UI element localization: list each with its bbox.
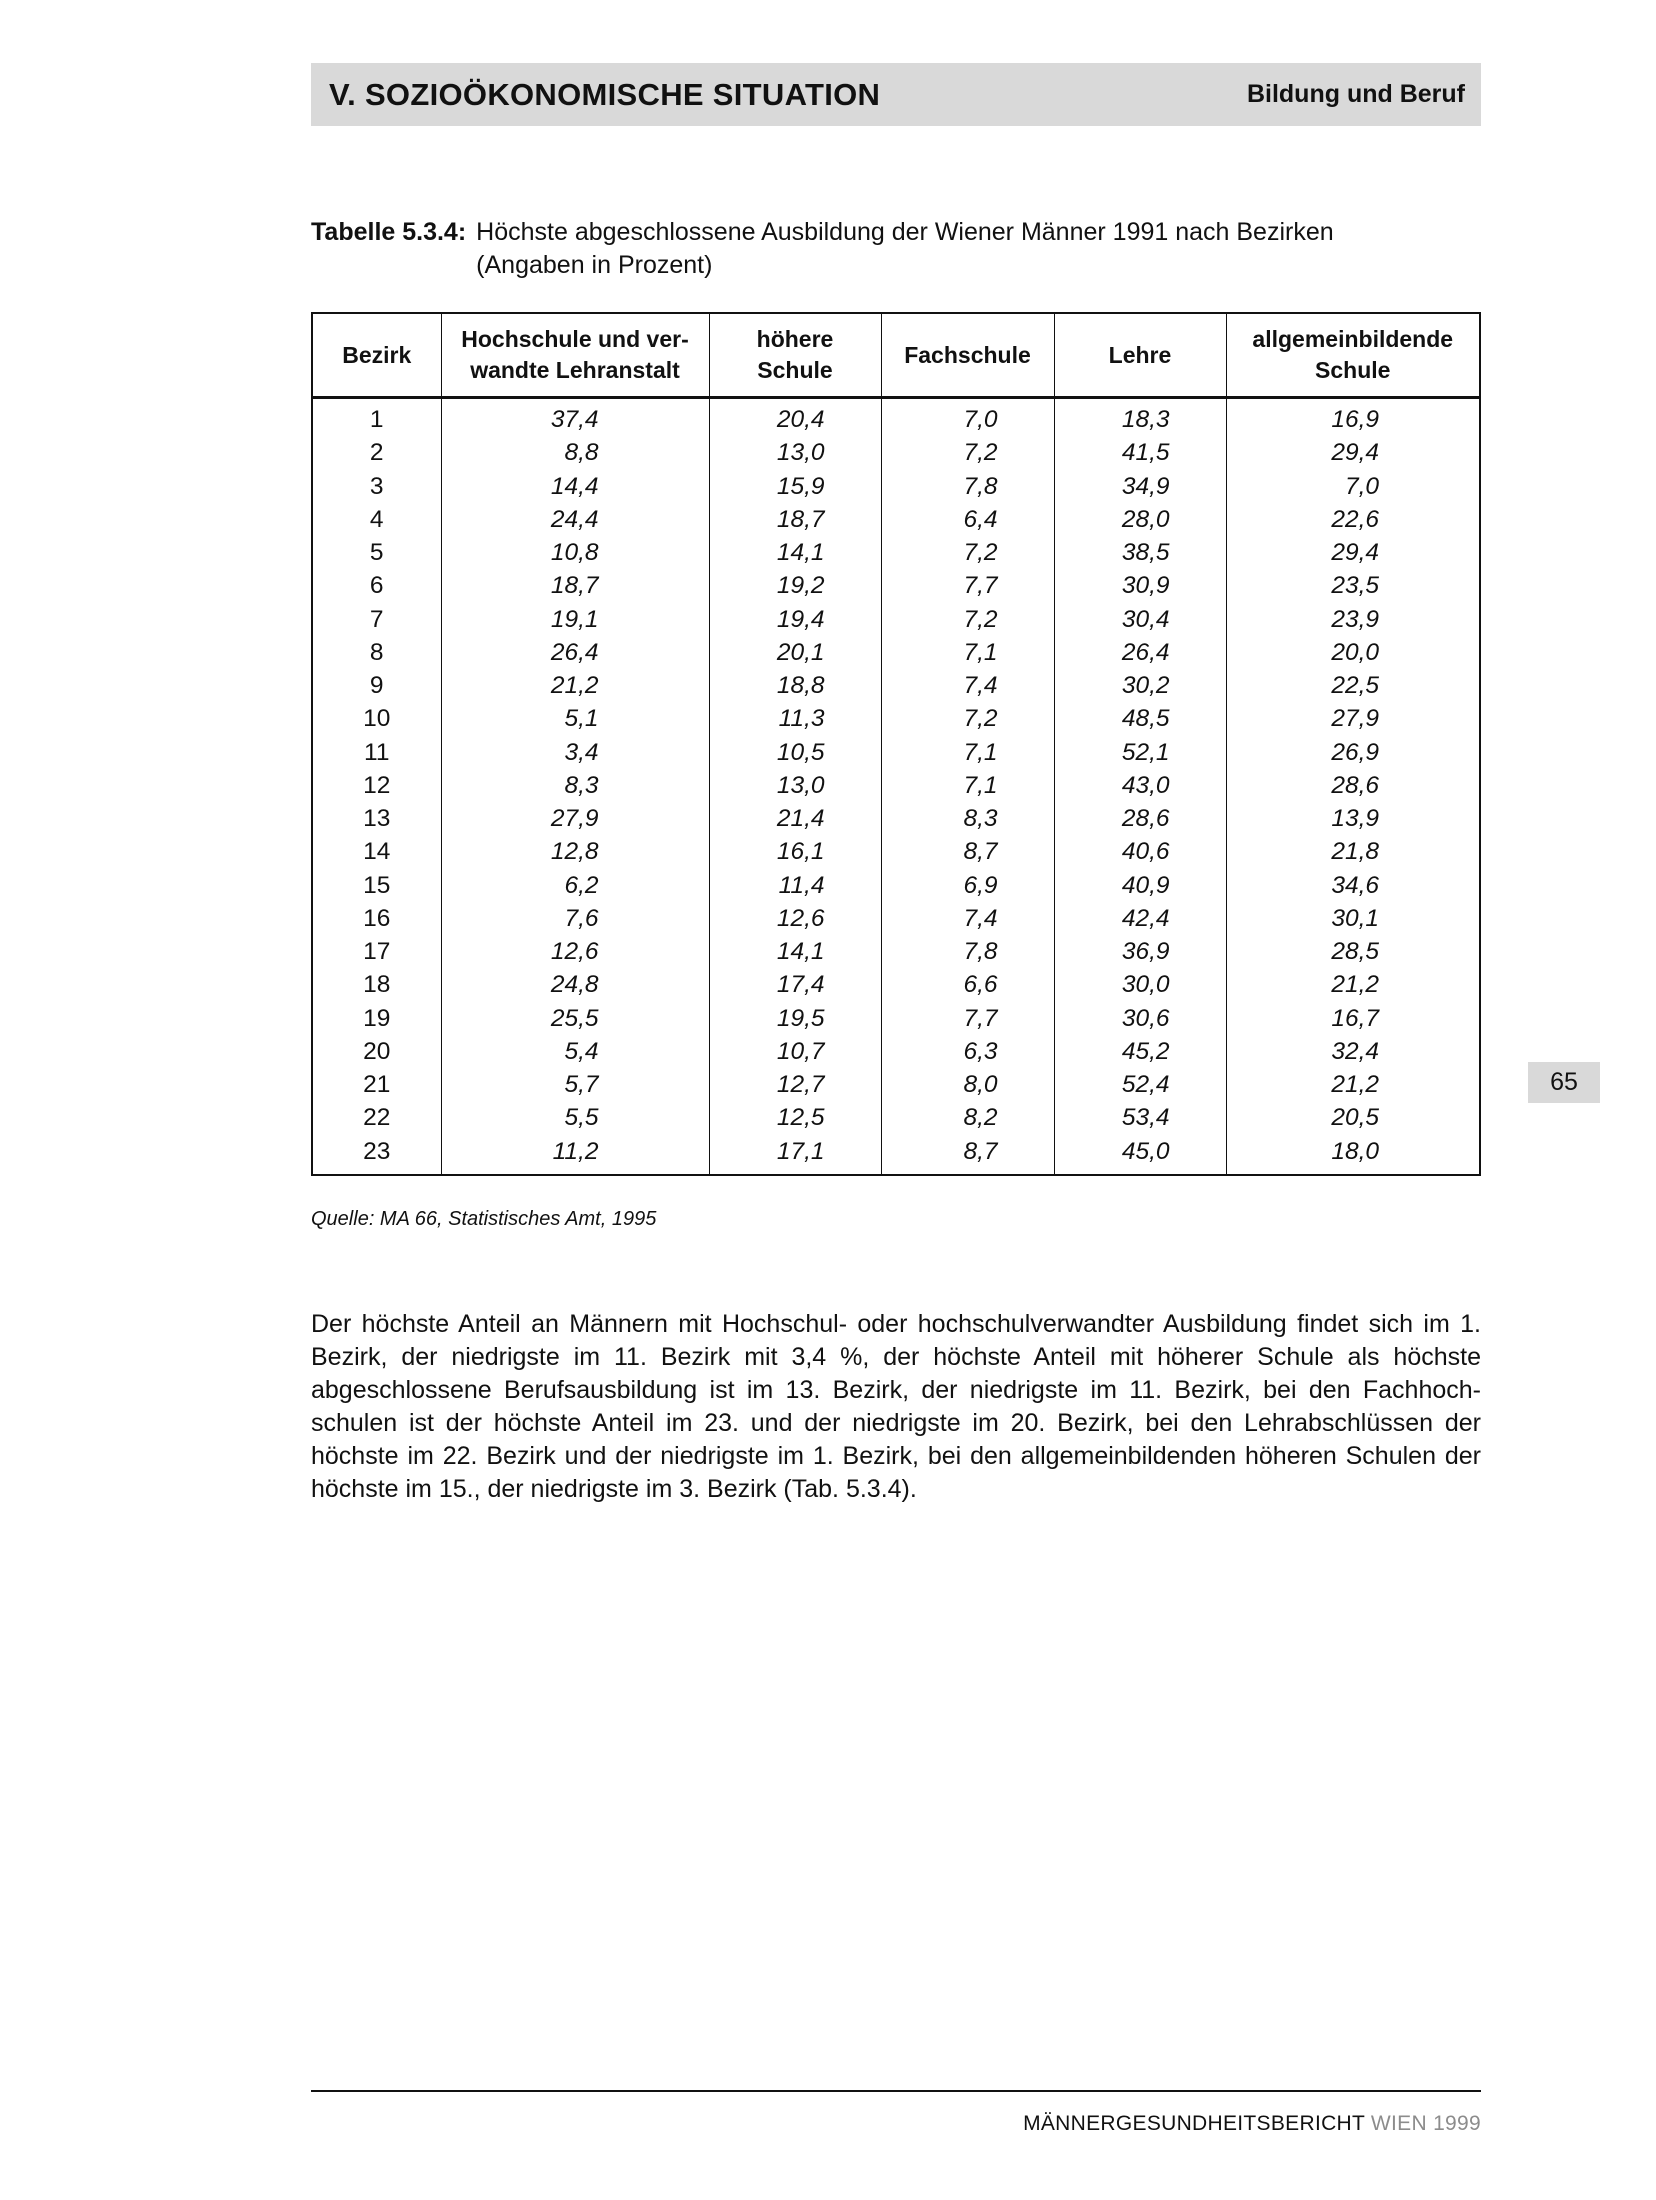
table-row (313, 1002, 1479, 1035)
cell-allgemeinbildende-schule: 16,9 (1331, 406, 1379, 433)
cell-hoehere-schule: 14,1 (709, 935, 881, 968)
cell-hochschule: 26,4 (441, 636, 709, 669)
table-row (313, 569, 1479, 602)
cell-bezirk: 8 (313, 636, 441, 669)
caption-label: Tabelle 5.3.4: (311, 218, 467, 246)
cell-hochschule: 7,6 (441, 902, 709, 935)
cell-hochschule: 19,1 (441, 603, 709, 636)
cell-bezirk: 20 (313, 1035, 441, 1068)
cell-lehre: 30,4 (1054, 603, 1226, 636)
cell-lehre: 36,9 (1054, 935, 1226, 968)
footer-publication: MÄNNERGESUNDHEITSBERICHT (1023, 2112, 1365, 2135)
caption-line-2: (Angaben in Prozent) (476, 251, 713, 279)
cell-hochschule: 21,2 (441, 669, 709, 702)
cell-allgemeinbildende-schule: 22,5 (1331, 672, 1379, 700)
education-table (311, 312, 1481, 1176)
cell-lehre: 48,5 (1054, 702, 1226, 735)
cell-hoehere-schule: 14,1 (709, 536, 881, 569)
table-row (313, 1035, 1479, 1068)
cell-fachschule: 7,2 (881, 702, 1054, 735)
footer-divider (311, 2090, 1481, 2092)
cell-lehre: 30,9 (1054, 569, 1226, 602)
cell-allgemeinbildende-schule: 21,2 (1331, 971, 1379, 999)
body-paragraph: Der höchste Anteil an Männern mit Hochschul- oder hochschulverwandter Ausbildung findet sich im 1. Bezirk, der niedrigste im 11. Bezirk mit 3,4 %, der höchste Anteil mit höherer Schule als höchste abgeschlossene Berufsausbildung ist im 13. Bezirk, der niedrigste im 11. Bezirk, bei den Fachhoch-schulen ist der höchste Anteil im 23. und der niedrigste im 20. Bezirk, bei den Lehrabschlüssen der höchste im 22. Bezirk und der niedrigste im 1. Bezirk, bei den allgemeinbildenden höheren Schulen der höchste im 15., der niedrigste im 3. Bezirk (Tab. 5.3.4). (311, 1310, 1481, 1503)
cell-allgemeinbildende-schule: 29,4 (1331, 539, 1379, 567)
cell-fachschule: 7,1 (881, 769, 1054, 802)
cell-lehre: 45,0 (1054, 1135, 1226, 1174)
cell-hochschule: 11,2 (441, 1135, 709, 1174)
cell-hochschule: 8,8 (441, 436, 709, 469)
header-hochschule: Hochschule und ver- wandte Lehranstalt (441, 314, 709, 398)
cell-allgemeinbildende-schule: 32,4 (1331, 1037, 1379, 1065)
cell-bezirk: 16 (313, 902, 441, 935)
table-row (313, 736, 1479, 769)
cell-bezirk: 14 (313, 835, 441, 868)
page-number-tab (1528, 1062, 1600, 1103)
table-row (313, 769, 1479, 802)
cell-bezirk: 15 (313, 869, 441, 902)
cell-allgemeinbildende-schule: 16,7 (1331, 1004, 1379, 1032)
cell-lehre: 52,1 (1054, 736, 1226, 769)
table-row (313, 398, 1479, 437)
cell-fachschule: 7,8 (881, 935, 1054, 968)
cell-hoehere-schule: 20,4 (709, 398, 881, 437)
table-caption (311, 216, 1481, 282)
cell-hochschule: 8,3 (441, 769, 709, 802)
cell-hoehere-schule: 19,5 (709, 1002, 881, 1035)
cell-allgemeinbildende-schule: 21,8 (1331, 838, 1379, 866)
cell-allgemeinbildende-schule: 20,0 (1331, 638, 1379, 666)
header-allgemeinbildende-schule: allgemeinbildende Schule (1226, 314, 1479, 398)
cell-hoehere-schule: 11,3 (709, 702, 881, 735)
cell-fachschule: 7,2 (881, 536, 1054, 569)
cell-lehre: 30,6 (1054, 1002, 1226, 1035)
cell-fachschule: 6,9 (881, 869, 1054, 902)
cell-bezirk: 18 (313, 968, 441, 1001)
cell-fachschule: 7,1 (881, 636, 1054, 669)
chapter-header-bar (311, 63, 1481, 126)
cell-lehre: 52,4 (1054, 1068, 1226, 1101)
cell-fachschule: 7,7 (881, 569, 1054, 602)
cell-allgemeinbildende-schule: 22,6 (1331, 505, 1379, 533)
cell-allgemeinbildende-schule: 23,9 (1331, 605, 1379, 633)
cell-lehre: 42,4 (1054, 902, 1226, 935)
header-hoehere-schule: höhere Schule (709, 314, 881, 398)
cell-bezirk: 1 (313, 398, 441, 437)
cell-hoehere-schule: 12,6 (709, 902, 881, 935)
cell-fachschule: 7,0 (881, 398, 1054, 437)
cell-allgemeinbildende-schule: 34,6 (1331, 871, 1379, 899)
cell-hochschule: 10,8 (441, 536, 709, 569)
cell-allgemeinbildende-schule: 23,5 (1331, 572, 1379, 600)
header-lehre: Lehre (1054, 314, 1226, 398)
cell-allgemeinbildende-schule: 7,0 (1344, 472, 1379, 500)
cell-fachschule: 6,3 (881, 1035, 1054, 1068)
cell-hochschule: 24,4 (441, 503, 709, 536)
cell-fachschule: 8,2 (881, 1101, 1054, 1134)
cell-lehre: 43,0 (1054, 769, 1226, 802)
table-row (313, 835, 1479, 868)
footer-edition: WIEN 1999 (1370, 2112, 1481, 2135)
cell-fachschule: 8,0 (881, 1068, 1054, 1101)
cell-bezirk: 7 (313, 603, 441, 636)
table-row (313, 902, 1479, 935)
cell-lehre: 28,6 (1054, 802, 1226, 835)
table-row (313, 636, 1479, 669)
cell-lehre: 18,3 (1054, 398, 1226, 437)
cell-hochschule: 25,5 (441, 1002, 709, 1035)
cell-fachschule: 8,3 (881, 802, 1054, 835)
cell-lehre: 53,4 (1054, 1101, 1226, 1134)
cell-fachschule: 7,8 (881, 470, 1054, 503)
cell-fachschule: 6,4 (881, 503, 1054, 536)
cell-hoehere-schule: 12,7 (709, 1068, 881, 1101)
cell-allgemeinbildende-schule: 28,5 (1331, 938, 1379, 966)
cell-hoehere-schule: 13,0 (709, 769, 881, 802)
cell-hochschule: 14,4 (441, 470, 709, 503)
chapter-title: V. SOZIOÖKONOMISCHE SITUATION (329, 76, 881, 112)
cell-bezirk: 3 (313, 470, 441, 503)
table-row (313, 935, 1479, 968)
cell-fachschule: 7,2 (881, 603, 1054, 636)
cell-lehre: 28,0 (1054, 503, 1226, 536)
cell-lehre: 34,9 (1054, 470, 1226, 503)
cell-fachschule: 7,4 (881, 902, 1054, 935)
header-bezirk: Bezirk (313, 314, 441, 398)
table-row (313, 669, 1479, 702)
cell-allgemeinbildende-schule: 18,0 (1331, 1137, 1379, 1165)
cell-allgemeinbildende-schule: 29,4 (1331, 439, 1379, 467)
table-row (313, 1068, 1479, 1101)
cell-hochschule: 5,4 (441, 1035, 709, 1068)
section-title: Bildung und Beruf (1246, 80, 1465, 108)
source-note: Quelle: MA 66, Statistisches Amt, 1995 (311, 1208, 657, 1230)
cell-allgemeinbildende-schule: 26,9 (1331, 738, 1379, 766)
cell-hochschule: 24,8 (441, 968, 709, 1001)
cell-lehre: 40,6 (1054, 835, 1226, 868)
caption-line-1: Höchste abgeschlossene Ausbildung der Wiener Männer 1991 nach Bezirken (476, 218, 1334, 246)
table-row (313, 802, 1479, 835)
cell-lehre: 26,4 (1054, 636, 1226, 669)
education-table-grid (313, 314, 1479, 1174)
cell-hochschule: 27,9 (441, 802, 709, 835)
cell-hoehere-schule: 19,2 (709, 569, 881, 602)
cell-fachschule: 7,2 (881, 436, 1054, 469)
cell-hoehere-schule: 12,5 (709, 1101, 881, 1134)
cell-hochschule: 5,5 (441, 1101, 709, 1134)
cell-bezirk: 2 (313, 436, 441, 469)
cell-bezirk: 6 (313, 569, 441, 602)
cell-bezirk: 9 (313, 669, 441, 702)
cell-hochschule: 18,7 (441, 569, 709, 602)
cell-bezirk: 19 (313, 1002, 441, 1035)
table-row (313, 869, 1479, 902)
cell-hochschule: 3,4 (441, 736, 709, 769)
cell-hoehere-schule: 19,4 (709, 603, 881, 636)
cell-bezirk: 13 (313, 802, 441, 835)
cell-fachschule: 8,7 (881, 835, 1054, 868)
cell-hochschule: 6,2 (441, 869, 709, 902)
cell-fachschule: 7,4 (881, 669, 1054, 702)
footer (1023, 2112, 1481, 2136)
cell-hoehere-schule: 10,7 (709, 1035, 881, 1068)
cell-hoehere-schule: 16,1 (709, 835, 881, 868)
cell-fachschule: 6,6 (881, 968, 1054, 1001)
cell-hochschule: 5,7 (441, 1068, 709, 1101)
table-row (313, 436, 1479, 469)
cell-hoehere-schule: 20,1 (709, 636, 881, 669)
table-row (313, 702, 1479, 735)
cell-hochschule: 5,1 (441, 702, 709, 735)
cell-bezirk: 21 (313, 1068, 441, 1101)
cell-bezirk: 5 (313, 536, 441, 569)
header-fachschule: Fachschule (881, 314, 1054, 398)
cell-lehre: 30,2 (1054, 669, 1226, 702)
table-row (313, 503, 1479, 536)
cell-lehre: 45,2 (1054, 1035, 1226, 1068)
table-row (313, 603, 1479, 636)
table-body (313, 398, 1479, 1175)
cell-allgemeinbildende-schule: 13,9 (1331, 805, 1379, 833)
cell-hoehere-schule: 10,5 (709, 736, 881, 769)
cell-allgemeinbildende-schule: 28,6 (1331, 771, 1379, 799)
cell-bezirk: 12 (313, 769, 441, 802)
table-row (313, 968, 1479, 1001)
cell-allgemeinbildende-schule: 27,9 (1331, 705, 1379, 733)
caption-text (476, 216, 1333, 282)
cell-hoehere-schule: 18,7 (709, 503, 881, 536)
cell-lehre: 38,5 (1054, 536, 1226, 569)
cell-hoehere-schule: 21,4 (709, 802, 881, 835)
cell-hoehere-schule: 15,9 (709, 470, 881, 503)
cell-allgemeinbildende-schule: 21,2 (1331, 1071, 1379, 1099)
table-row (313, 1135, 1479, 1174)
cell-bezirk: 10 (313, 702, 441, 735)
cell-bezirk: 23 (313, 1135, 441, 1174)
cell-hoehere-schule: 11,4 (709, 869, 881, 902)
cell-bezirk: 4 (313, 503, 441, 536)
table-row (313, 1101, 1479, 1134)
cell-lehre: 30,0 (1054, 968, 1226, 1001)
cell-hochschule: 12,8 (441, 835, 709, 868)
table-header-row (313, 314, 1479, 398)
cell-hoehere-schule: 17,4 (709, 968, 881, 1001)
cell-hochschule: 37,4 (441, 398, 709, 437)
cell-hoehere-schule: 17,1 (709, 1135, 881, 1174)
cell-allgemeinbildende-schule: 30,1 (1331, 904, 1379, 932)
cell-lehre: 40,9 (1054, 869, 1226, 902)
cell-lehre: 41,5 (1054, 436, 1226, 469)
cell-fachschule: 7,7 (881, 1002, 1054, 1035)
cell-fachschule: 8,7 (881, 1135, 1054, 1174)
cell-bezirk: 22 (313, 1101, 441, 1134)
cell-fachschule: 7,1 (881, 736, 1054, 769)
cell-allgemeinbildende-schule: 20,5 (1331, 1104, 1379, 1132)
cell-bezirk: 11 (313, 736, 441, 769)
table-row (313, 536, 1479, 569)
table-row (313, 470, 1479, 503)
cell-hoehere-schule: 18,8 (709, 669, 881, 702)
cell-hoehere-schule: 13,0 (709, 436, 881, 469)
page-number: 65 (1550, 1068, 1578, 1096)
cell-hochschule: 12,6 (441, 935, 709, 968)
cell-bezirk: 17 (313, 935, 441, 968)
